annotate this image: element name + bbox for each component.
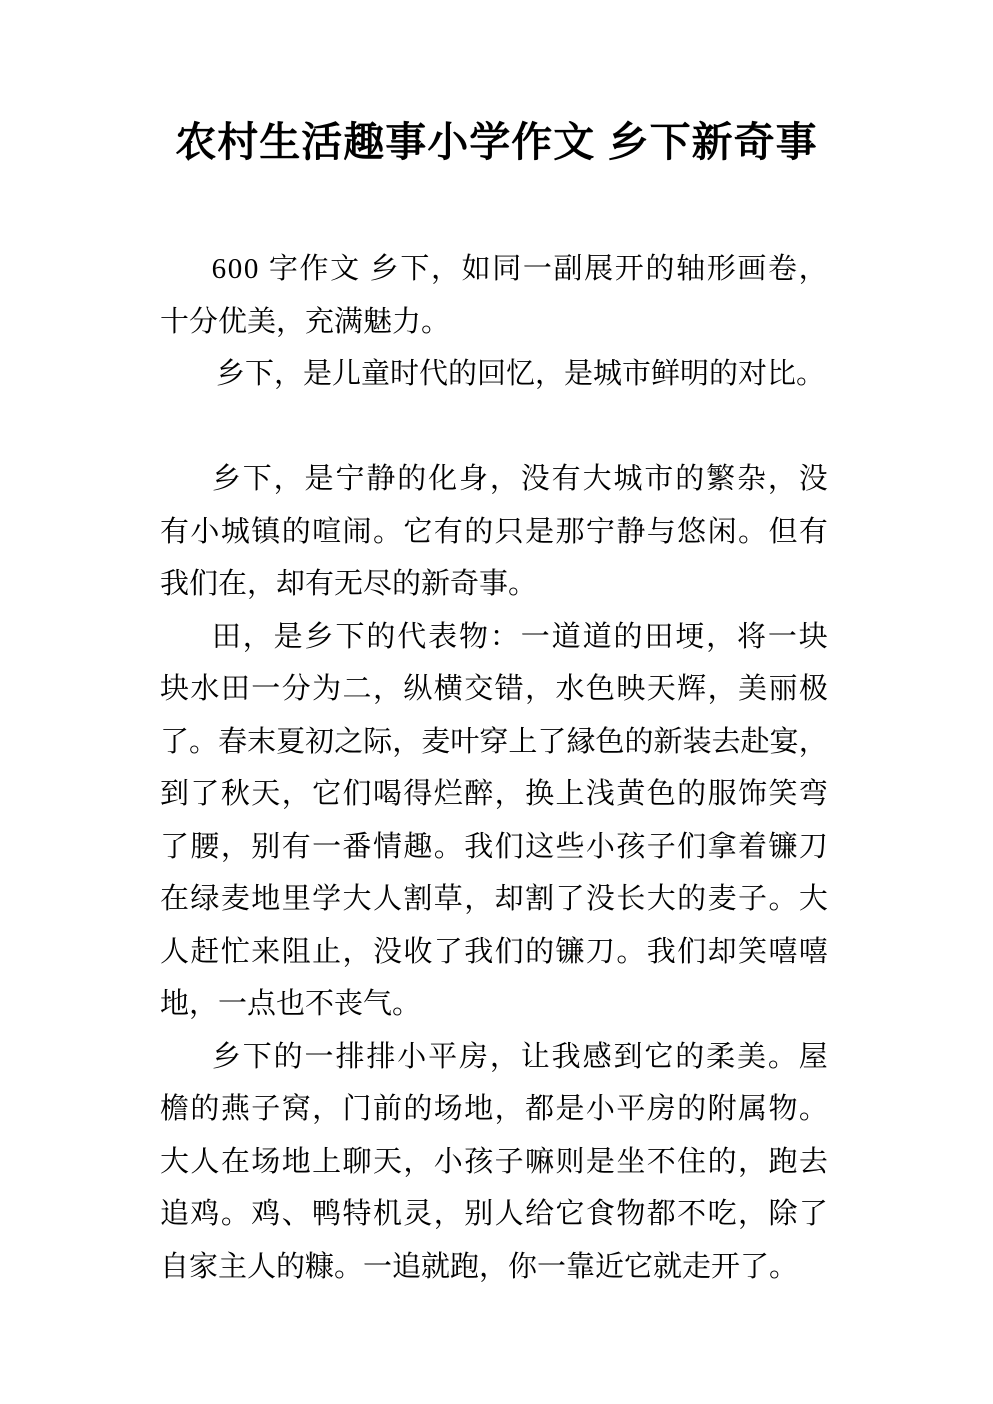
paragraph-indent [160, 1031, 210, 1084]
text-line: 追 鸡 。 鸡 、 鸭 特 机 灵 ， 别 人 给 它 食 物 都 不 吃 ， 除 了 [160, 1198, 828, 1230]
blank-line [160, 401, 828, 454]
document-body [160, 243, 828, 1293]
text-line: 了 腰 ， 别 有 一 番 情 趣 。 我 们 这 些 小 孩 子 们 拿 着 镰 刀 [160, 830, 828, 863]
paragraph-indent [160, 243, 210, 296]
text-line: 田 ， 是 乡 下 的 代 表 物 ： 一 道 道 的 田 埂 ， 将 一 块 [160, 611, 828, 664]
text-line: 大 人 在 场 地 上 聊 天 ， 小 孩 子 嘛 则 是 坐 不 住 的 ， 跑 去 [160, 1145, 828, 1178]
text-line: 6 0 0 字 作 文 乡 下 ， 如 同 一 副 展 开 的 轴 形 画 卷 ， [160, 243, 828, 296]
text-line: 十分优美，充满魅力。 [160, 305, 451, 338]
text-line: 自家主人的糠。一追就跑，你一靠近它就走开了。 [160, 1250, 799, 1283]
text-line: 块 水 田 一 分 为 二 ， 纵 横 交 错 ， 水 色 映 天 辉 ， 美 丽 极 [160, 673, 828, 705]
document-title: 农村生活趣事小学作文 乡下新奇事 [175, 119, 818, 165]
text-line: 人 赶 忙 来 阻 止 ， 没 收 了 我 们 的 镰 刀 。 我 们 却 笑 嘻 嘻 [160, 935, 828, 968]
text-line: 了 。 春 末 夏 初 之 际 ， 麦 叶 穿 上 了 縁 色 的 新 装 去 赴 宴 ， [160, 725, 828, 758]
text-line: 乡 下 ， 是 宁 静 的 化 身 ， 没 有 大 城 市 的 繁 杂 ， 没 [160, 453, 828, 506]
paragraph-indent [160, 611, 210, 664]
text-line: 地，一点也不丧气。 [160, 988, 422, 1020]
text-line: 檐 的 燕 子 窝 ， 门 前 的 场 地 ， 都 是 小 平 房 的 附 属 物 。 [160, 1093, 828, 1125]
text-line: 乡 下 的 一 排 排 小 平 房 ， 让 我 感 到 它 的 柔 美 。 屋 [160, 1031, 828, 1084]
text-line: 有 小 城 镇 的 喧 闹 。 它 有 的 只 是 那 宁 静 与 悠 闲 。 但 有 [160, 515, 828, 548]
text-line: 我们在，却有无尽的新奇事。 [160, 568, 538, 600]
text-line: 乡下，是儿童时代的回忆，是城市鲜明的对比。 [216, 358, 826, 390]
paragraph-indent [160, 453, 210, 506]
text-line: 到 了 秋 天 ， 它 们 喝 得 烂 醉 ， 换 上 浅 黄 色 的 服 饰 笑 弯 [160, 778, 828, 810]
text-line: 在 绿 麦 地 里 学 大 人 割 草 ， 却 割 了 没 长 大 的 麦 子 。 大 [160, 883, 828, 915]
